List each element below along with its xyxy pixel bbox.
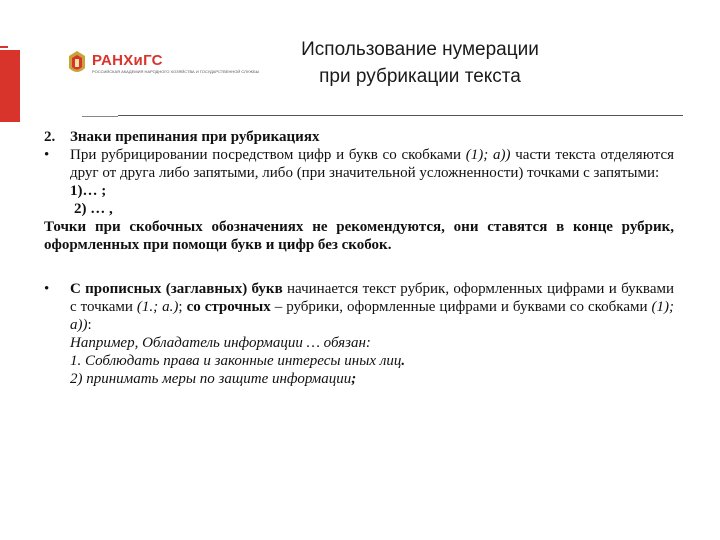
example-item-1 [70, 352, 674, 370]
example-item-2-end: ; [351, 371, 357, 387]
bullet-2-text-1: начинается текст рубрик, оформленных цифрами и буквами с точками [70, 281, 674, 315]
spacer [44, 254, 674, 280]
bullet-1-text [70, 146, 674, 182]
logo [66, 48, 259, 78]
bullet-2-bold-start: С прописных (заглавных) букв [70, 281, 283, 297]
bullet-2-body [70, 280, 674, 388]
divider-long [118, 115, 683, 116]
example-line-1: 1)… ; [70, 183, 107, 199]
example-item-1-end: . [401, 353, 406, 369]
bullet-2-text-4: : [87, 317, 92, 333]
section-heading [44, 128, 674, 146]
bullet-1-text-end: части текста отделяются друг от друга либо запятыми, либо (при значительной усложненности) точками с запятыми: [70, 147, 674, 181]
bullet-2-italic-1: (1.; а.) [136, 299, 179, 315]
logo-subtitle: РОССИЙСКАЯ АКАДЕМИЯ НАРОДНОГО ХОЗЯЙСТВА И ГОСУДАРСТВЕННОЙ СЛУЖБЫ [92, 68, 260, 74]
example-line-2: 2) … , [74, 201, 113, 217]
page-title [240, 36, 600, 90]
decorative-red-line [0, 46, 8, 48]
title-line-2: при рубрикации текста [319, 66, 521, 87]
bullet-item-1 [44, 146, 674, 182]
bullet-marker: • [44, 281, 50, 297]
emblem-icon [66, 48, 88, 78]
bullet-2-text [70, 280, 674, 334]
bullet-1-text-a: При рубрицировании посредством цифр и букв со скобками [70, 147, 466, 163]
divider-short [82, 116, 118, 117]
title-line-1: Использование нумерации [301, 39, 539, 60]
logo-name: РАНХиГС [92, 51, 163, 69]
document-body [44, 128, 674, 388]
section-heading-text: Знаки препинания при рубрикациях [70, 129, 320, 145]
bullet-2-bold-mid: со строчных [186, 299, 271, 315]
example-item-2-text: 2) принимать меры по защите информации [70, 371, 352, 387]
section-number: 2. [44, 129, 56, 145]
bullet-2-text-3: – рубрики, оформленные цифрами и буквами со скобками [270, 299, 652, 315]
bullet-marker: • [44, 147, 50, 163]
example-item-2 [70, 370, 674, 388]
note-paragraph: Точки при скобочных обозначениях не рекомендуются, они ставятся в конце рубрик, оформленных при помощи букв и цифр без скобок. [44, 219, 674, 253]
example-item-1-text: 1. Соблюдать права и законные интересы иных лиц [70, 353, 402, 369]
bullet-item-2 [44, 280, 674, 388]
bullet-2-text-2: ; [178, 299, 187, 315]
bullet-2-italic-2: (1); а)) [70, 299, 674, 333]
decorative-red-bar [0, 50, 20, 122]
bullet-1-italic: (1); а)) [465, 147, 511, 163]
example-intro: Например, Обладатель информации … обязан: [70, 335, 371, 351]
